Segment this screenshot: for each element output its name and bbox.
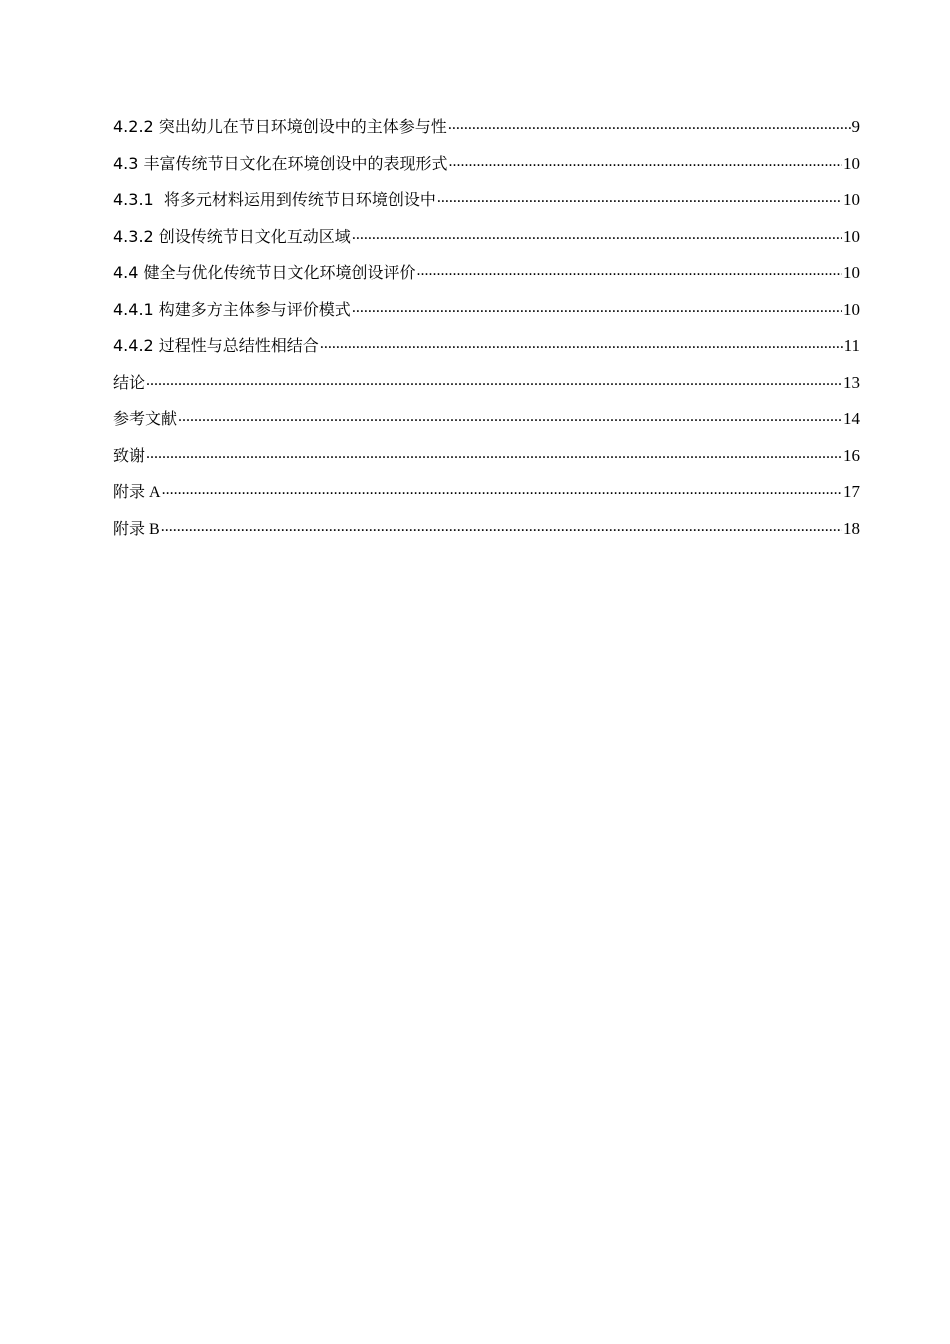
toc-entry-appendix-a[interactable] [113,480,860,517]
toc-entry-appendix-b[interactable] [113,517,860,554]
toc-entry-page-number: 18 [843,518,860,538]
toc-entry-4-3-2[interactable] [113,225,860,262]
dot-leader [162,483,842,497]
toc-entry-title: 参考文献 [113,411,178,428]
toc-entry-title: 4.3.2 创设传统节日文化互动区域 [113,226,351,246]
toc-entry-title: 4.4.2 过程性与总结性相结合 [113,336,319,355]
toc-entry-4-4[interactable] [113,261,860,298]
toc-entry-title: 附录 A [113,484,161,501]
toc-entry-title: 4.3 丰富传统节日文化在环境创设中的表现形式 [113,153,448,173]
toc-entry-title: 4.3.1 将多元材料运用到传统节日环境创设中 [113,190,436,209]
toc-entry-page-number: 10 [843,263,860,282]
dot-leader [352,228,842,242]
toc-entry-conclusion[interactable] [113,371,860,408]
toc-entry-acknowledgements[interactable] [113,444,860,481]
toc-entry-title: 4.4 健全与优化传统节日文化环境创设评价 [113,263,416,282]
dot-leader [161,520,842,534]
dot-leader [178,410,842,424]
dot-leader [146,374,842,388]
toc-entry-title: 结论 [113,372,146,392]
toc-entry-4-4-1[interactable] [113,298,860,335]
toc-entry-4-2-2[interactable] [113,115,860,152]
toc-entry-page-number: 9 [851,117,860,136]
toc-entry-page-number: 10 [843,190,860,209]
dot-leader [437,191,842,205]
toc-entry-page-number: 10 [843,226,860,246]
toc-entry-page-number: 14 [843,409,860,428]
toc-entry-title: 致谢 [113,447,146,465]
toc-entry-page-number: 13 [843,372,860,392]
toc-entry-4-4-2[interactable] [113,334,860,371]
dot-leader [449,155,842,169]
toc-entry-references[interactable] [113,407,860,444]
toc-entry-page-number: 16 [843,445,860,465]
dot-leader [146,447,842,461]
toc-entry-page-number: 11 [843,336,860,355]
table-of-contents [113,115,860,553]
toc-entry-title: 4.4.1 构建多方主体参与评价模式 [113,299,351,319]
toc-entry-4-3[interactable] [113,152,860,189]
toc-entry-page-number: 10 [843,153,860,173]
toc-entry-title: 附录 B [113,520,160,538]
toc-entry-page-number: 17 [843,482,860,501]
toc-entry-title: 4.2.2 突出幼儿在节日环境创设中的主体参与性 [113,117,447,136]
dot-leader [448,118,851,132]
toc-entry-page-number: 10 [843,299,860,319]
dot-leader [352,301,842,315]
toc-entry-4-3-1[interactable] [113,188,860,225]
dot-leader [320,337,843,351]
dot-leader [417,264,842,278]
